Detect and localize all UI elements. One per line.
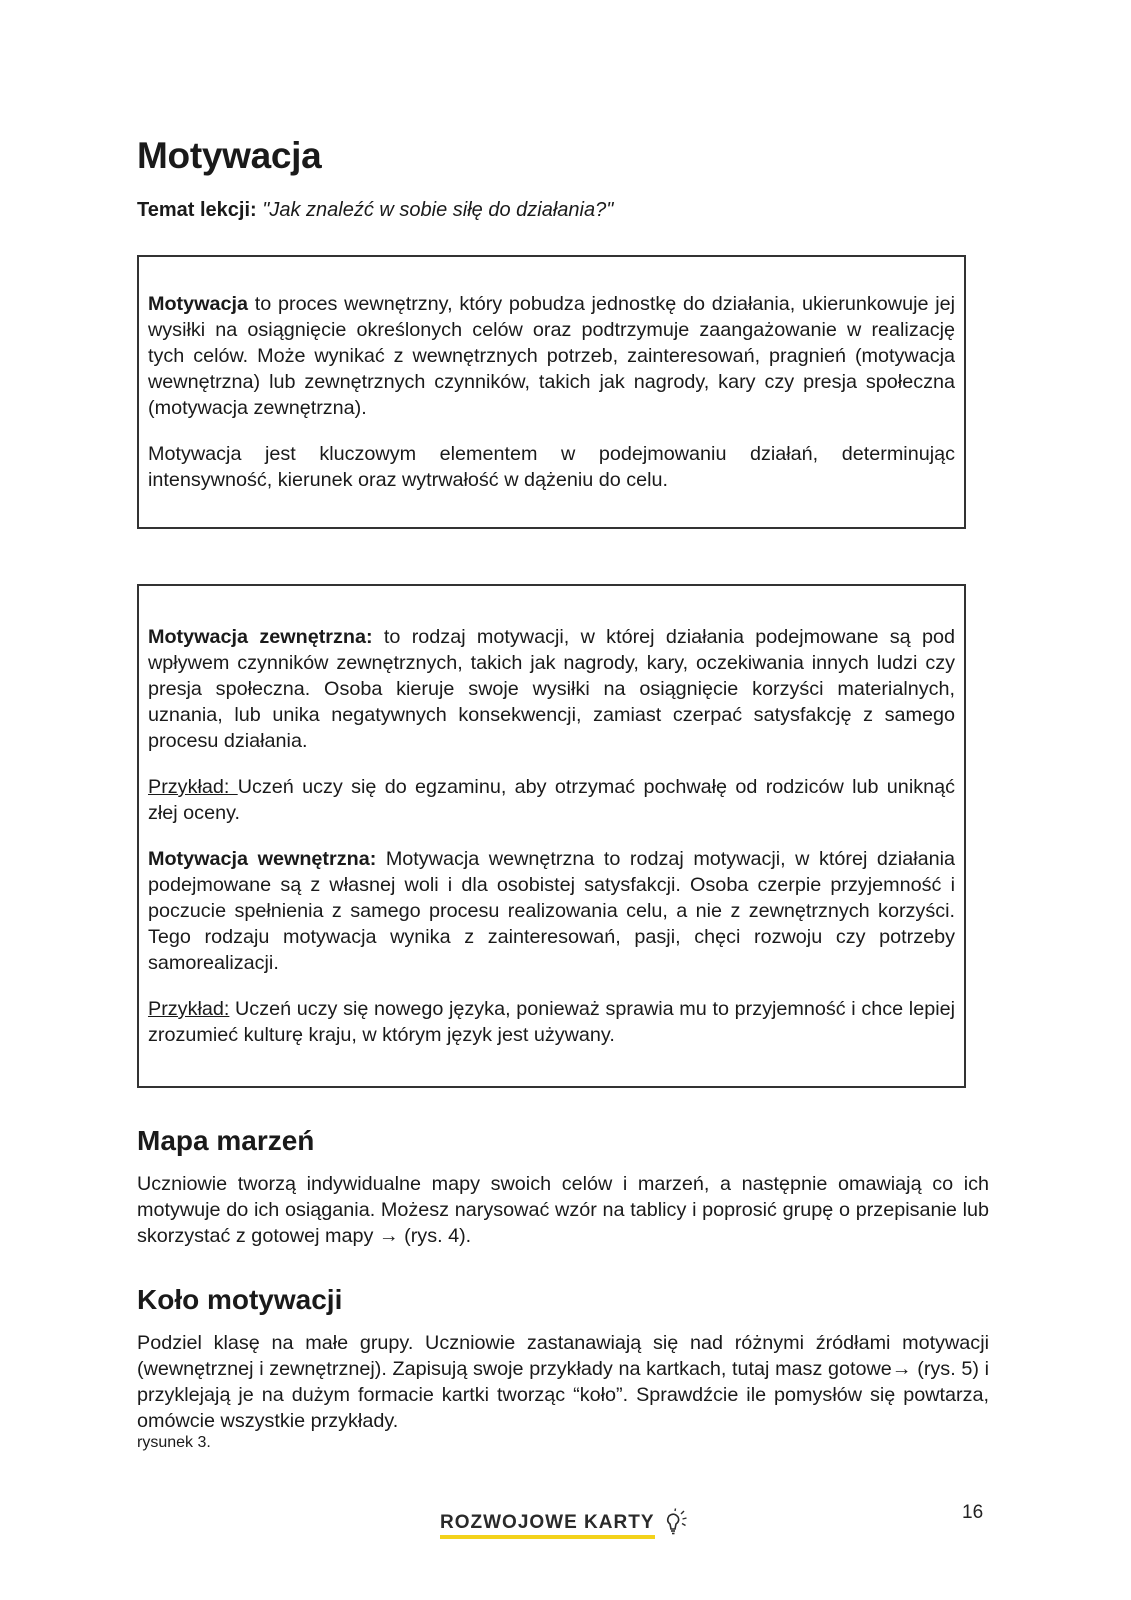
intrinsic-text: Motywacja wewnętrzna to rodzaj motywacji, w której działania podejmowane są z własnej woli i dla osobistej satysfakcji. Osoba czerpie przyjemność i poczucie spełnienia z samego procesu realizowania celu, a nie z zewnętrznych korzyści. Tego rodzaju motywacja wynika z zainteresowań, pasji, chęci rozwoju czy potrzeby samorealizacji. xyxy=(148,848,955,974)
extrinsic-example-text: Uczeń uczy się do egzaminu, aby otrzymać pochwałę od rodziców lub uniknąć złej oceny. xyxy=(148,776,955,824)
definition-term: Motywacja xyxy=(148,293,249,315)
motivation-wheel-text: Podziel klasę na małe grupy. Uczniowie zastanawiają się nad różnymi źródłami motywacji (wewnętrznej i zewnętrznej). Zapisują swoje przykłady na kartkach, tutaj masz gotowe→ (rys. 5) i przyklejają je na dużym formacie kartki tworząc “koło”. Sprawdźcie ile pomysłów się powtarza, omówcie wszystkie przykłady. xyxy=(137,1332,989,1432)
extrinsic-example-label: Przykład: xyxy=(148,776,238,798)
importance-paragraph: Motywacja jest kluczowym elementem w podejmowaniu działań, determinując intensywność, kierunek oraz wytrwałość w dążeniu do celu. xyxy=(148,443,955,491)
lesson-topic-text: "Jak znaleźć w sobie siłę do działania?" xyxy=(262,199,614,221)
motivation-wheel-heading: Koło motywacji xyxy=(137,1284,343,1315)
brand-logo xyxy=(440,1508,689,1543)
definition-paragraph xyxy=(148,291,955,421)
page-number: 16 xyxy=(962,1502,984,1523)
lesson-topic-label: Temat lekcji: xyxy=(137,199,257,221)
extrinsic-term: Motywacja zewnętrzna: xyxy=(148,626,373,648)
extrinsic-paragraph xyxy=(148,624,955,754)
page-title: Motywacja xyxy=(137,135,322,176)
lightbulb-icon xyxy=(659,1508,689,1543)
intrinsic-paragraph xyxy=(148,846,955,976)
intrinsic-example-label: Przykład: xyxy=(148,998,230,1020)
extrinsic-example xyxy=(148,774,955,826)
lesson-topic xyxy=(137,199,613,222)
dream-map-text: Uczniowie tworzą indywidualne mapy swoich celów i marzeń, a następnie omawiają co ich motywuje do ich osiągania. Możesz narysować wzór na tablicy i poprosić grupę o przepisanie lub skorzystać z gotowej mapy → (rys. 4). xyxy=(137,1173,989,1247)
figure-caption: rysunek 3. xyxy=(137,1434,211,1451)
extrinsic-text: to rodzaj motywacji, w której działania podejmowane są pod wpływem czynników zewnętrznych, takich jak nagrody, kary, oczekiwania innych ludzi czy presja społeczna. Osoba kieruje swoje wysiłki na osiągnięcie korzyści materialnych, uznania, lub unika negatywnych konsekwencji, zamiast czerpać satysfakcję z samego procesu działania. xyxy=(148,626,955,752)
intrinsic-example xyxy=(148,996,955,1048)
definition-box xyxy=(137,255,966,529)
definition-text: to proces wewnętrzny, który pobudza jednostkę do działania, ukierunkowuje jej wysiłki na osiągnięcie określonych celów oraz podtrzymuje zaangażowanie w realizację tych celów. Może wynikać z wewnętrznych potrzeb, zainteresowań, pragnień (motywacja wewnętrzna) lub zewnętrznych czynników, takich jak nagrody, kary czy presja społeczna (motywacja zewnętrzna). xyxy=(148,293,955,419)
motivation-types-box xyxy=(137,584,966,1088)
intrinsic-example-text: Uczeń uczy się nowego języka, ponieważ sprawia mu to przyjemność i chce lepiej zrozumieć kulturę kraju, w którym język jest używany. xyxy=(148,998,955,1046)
dream-map-heading: Mapa marzeń xyxy=(137,1125,315,1156)
intrinsic-term: Motywacja wewnętrzna: xyxy=(148,848,377,870)
brand-name: ROZWOJOWE KARTY xyxy=(440,1512,655,1539)
